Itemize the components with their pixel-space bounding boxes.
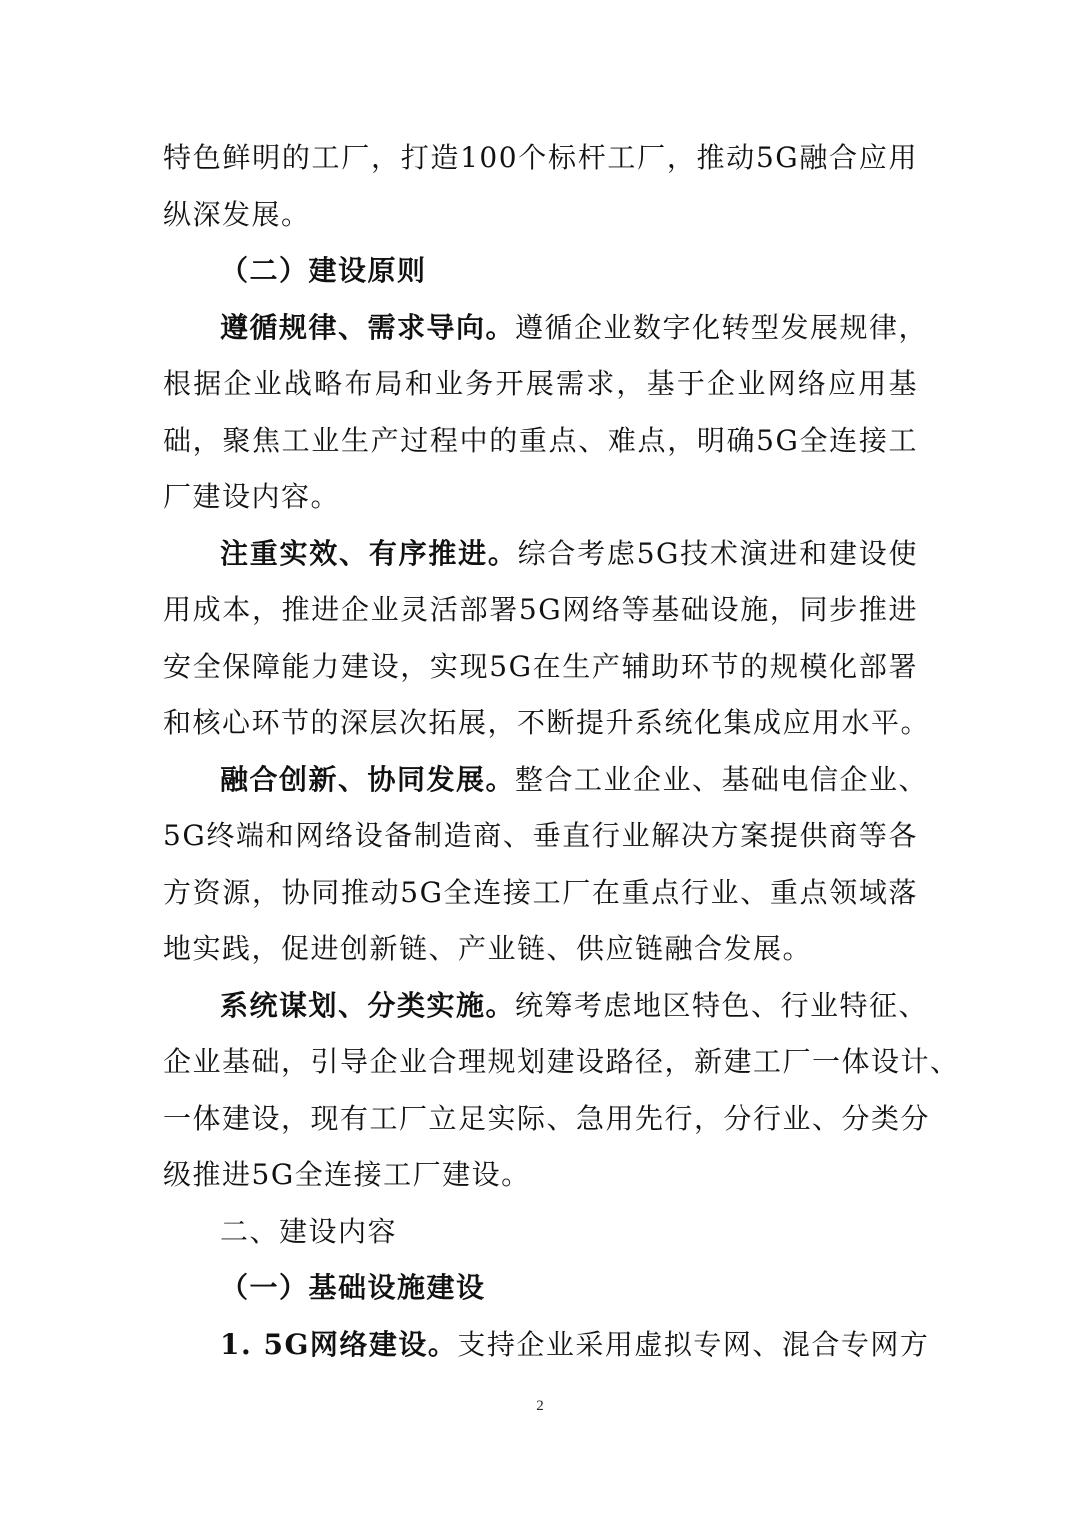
body-line: [163, 413, 918, 470]
line-text: 厂建设内容。: [163, 480, 341, 513]
body-line: [163, 921, 918, 978]
body-line: [163, 1147, 918, 1204]
section-heading: [163, 1204, 918, 1261]
body-line: [163, 639, 918, 696]
line-text: 整合工业企业、基础电信企业、: [515, 762, 929, 796]
line-text: 础，聚焦工业生产过程中的重点、难点，明确5G全连接工: [163, 423, 918, 457]
body-line: [163, 865, 918, 922]
section-text: 二、建设内容: [220, 1214, 398, 1248]
line-text: 纵深发展。: [163, 197, 311, 231]
body-line: [163, 187, 918, 244]
line-text: 遵循企业数字化转型发展规律，: [515, 310, 929, 344]
line-text: 统筹考虑地区特色、行业特征、: [515, 988, 929, 1022]
body-line: [163, 526, 918, 583]
body-line: [163, 1034, 960, 1091]
heading-text: （二）建设原则: [220, 254, 427, 287]
body-line: [163, 978, 929, 1035]
subsection-heading: [163, 1260, 918, 1317]
paragraph-lead: 系统谋划、分类实施。: [220, 988, 516, 1022]
line-text: 级推进5G全连接工厂建设。: [163, 1158, 531, 1191]
line-text: 5G终端和网络设备制造商、垂直行业解决方案提供商等各: [163, 819, 918, 852]
body-line: [163, 808, 918, 865]
line-text: 支持企业采用虚拟专网、混合专网方: [457, 1327, 930, 1361]
line-text: 企业基础，引导企业合理规划建设路径，新建工厂一体设计、: [163, 1045, 960, 1078]
paragraph-lead: 融合创新、协同发展。: [220, 762, 516, 796]
body-line: [163, 582, 918, 639]
line-text: 安全保障能力建设，实现5G在生产辅助环节的规模化部署: [163, 649, 918, 683]
paragraph-lead: 1. 5G网络建设。: [220, 1327, 458, 1361]
paragraph-lead: 遵循规律、需求导向。: [220, 310, 516, 344]
body-line: [163, 356, 918, 413]
body-line: [163, 695, 931, 752]
page-number: 2: [536, 1398, 544, 1414]
line-text: 一体建设，现有工厂立足实际、急用先行，分行业、分类分: [163, 1101, 931, 1135]
body-line: [163, 752, 929, 809]
heading-text: （一）基础设施建设: [220, 1271, 486, 1304]
line-text: 根据企业战略布局和业务开展需求，基于企业网络应用基: [163, 367, 918, 400]
paragraph-lead: 注重实效、有序推进。: [220, 536, 518, 570]
line-text: 和核心环节的深层次拓展，不断提升系统化集成应用水平。: [163, 706, 931, 739]
document-body: [163, 130, 960, 1373]
subsection-heading: [163, 243, 918, 300]
line-text: 方资源，协同推动5G全连接工厂在重点行业、重点领域落: [163, 875, 918, 909]
line-text: 地实践，促进创新链、产业链、供应链融合发展。: [163, 932, 813, 965]
line-text: 特色鲜明的工厂，打造100个标杆工厂，推动5G融合应用: [163, 141, 918, 174]
line-text: 用成本，推进企业灵活部署5G网络等基础设施，同步推进: [163, 593, 918, 626]
body-line: [163, 1317, 930, 1374]
body-line: [163, 1091, 931, 1148]
body-line: [163, 469, 918, 526]
body-line: [163, 130, 918, 187]
line-text: 综合考虑5G技术演进和建设使: [517, 536, 918, 570]
body-line: [163, 300, 929, 357]
